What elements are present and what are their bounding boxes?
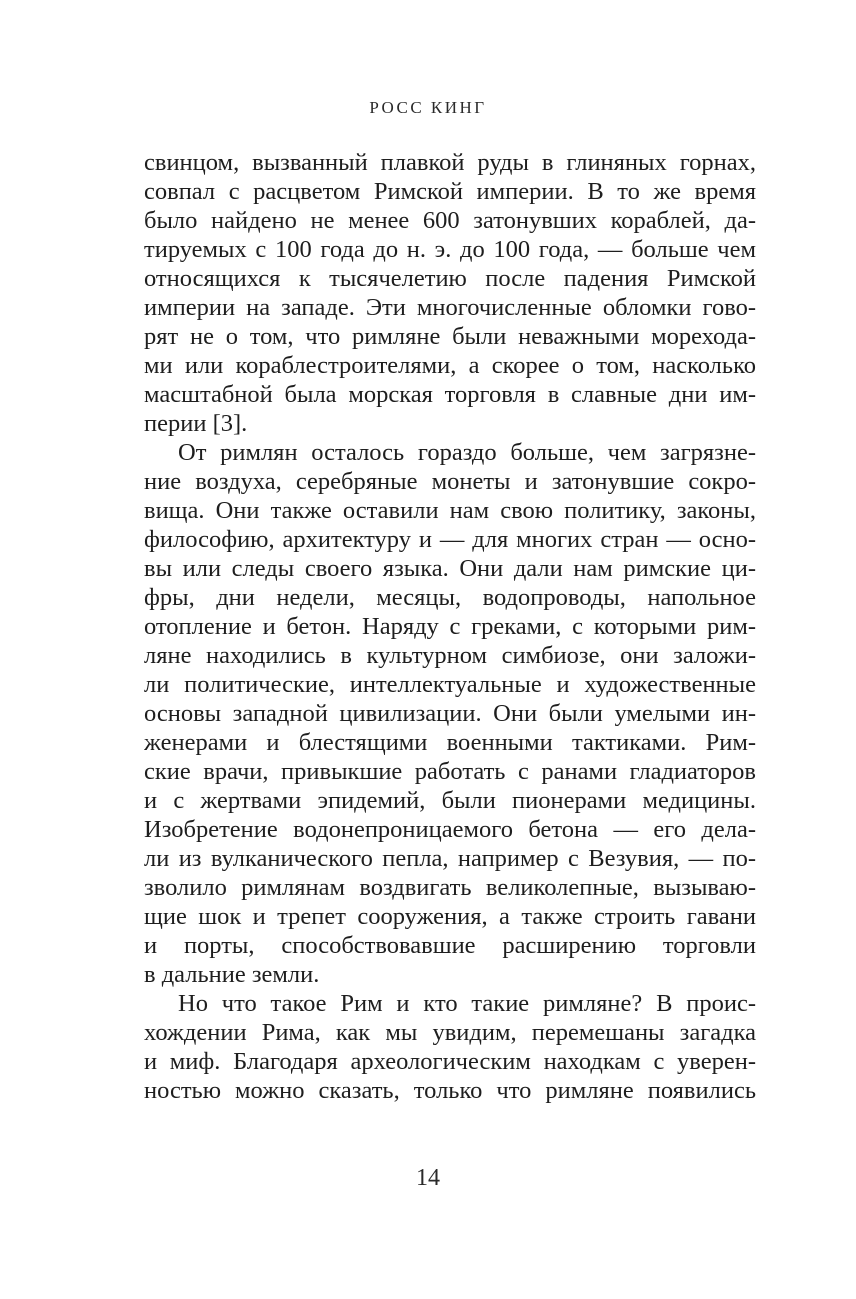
text-line: Но что такое Рим и кто такие римляне? В проис- (178, 990, 756, 1017)
text-line: свинцом, вызванный плавкой руды в глиняных горнах, (144, 149, 756, 176)
body-text (144, 148, 756, 1105)
text-line: ностью можно сказать, только что римляне появились (144, 1077, 756, 1104)
text-line: вы или следы своего языка. Они дали нам римские ци- (144, 555, 756, 582)
text-line: рят не о том, что римляне были неважными мореходa- (144, 323, 756, 350)
text-line: и миф. Благодаря археологическим находкам с уверен- (144, 1048, 756, 1075)
text-line: От римлян осталось гораздо больше, чем загрязне- (178, 439, 756, 466)
text-line: империи на западе. Эти многочисленные обломки гово- (144, 294, 756, 321)
text-line: ли из вулканического пепла, например с Везувия, — по- (144, 845, 756, 872)
text-line: совпал с расцветом Римской империи. В то же время (144, 178, 756, 205)
paragraph-1 (144, 148, 756, 438)
text-line: перии [3]. (144, 410, 248, 437)
text-line: фры, дни недели, месяцы, водопроводы, напольное (144, 584, 756, 611)
text-line: относящихся к тысячелетию после падения Римской (144, 265, 756, 292)
text-line: женерами и блестящими военными тактиками. Рим- (144, 729, 756, 756)
text-line: в дальние земли. (144, 961, 320, 988)
text-line: и с жертвами эпидемий, были пионерами медицины. (144, 787, 756, 814)
text-line: ли политические, интеллектуальные и художественные (144, 671, 756, 698)
paragraph-2 (144, 438, 756, 989)
text-line: ляне находились в культурном симбиозе, они заложи- (144, 642, 756, 669)
text-line: ние воздуха, серебряные монеты и затонувшие сокро- (144, 468, 756, 495)
text-line: и порты, способствовавшие расширению торговли (144, 932, 756, 959)
text-line: масштабной была морская торговля в славные дни им- (144, 381, 756, 408)
text-line: отопление и бетон. Наряду с греками, с которыми рим- (144, 613, 756, 640)
text-line: было найдено не менее 600 затонувших кораблей, да- (144, 207, 756, 234)
text-line: ми или кораблестроителями, а скорее о том, насколько (144, 352, 756, 379)
page-number: 14 (416, 1165, 440, 1191)
paragraph-3 (144, 989, 756, 1105)
text-line: зволило римлянам воздвигать великолепные, вызываю- (144, 874, 756, 901)
text-line: хождении Рима, как мы увидим, перемешаны загадка (144, 1019, 756, 1046)
text-line: щие шок и трепет сооружения, а также строить гавани (144, 903, 756, 930)
text-line: основы западной цивилизации. Они были умелыми ин- (144, 700, 756, 727)
running-head: РОСС КИНГ (369, 98, 487, 117)
text-line: Изобретение водонепроницаемого бетона — его дела- (144, 816, 756, 843)
text-line: тируемых с 100 года до н. э. до 100 года, — больше чем (144, 236, 756, 263)
text-line: философию, архитектуру и — для многих стран — осно- (144, 526, 756, 553)
text-line: ские врачи, привыкшие работать с ранами гладиаторов (144, 758, 756, 785)
text-line: вища. Они также оставили нам свою политику, законы, (144, 497, 756, 524)
